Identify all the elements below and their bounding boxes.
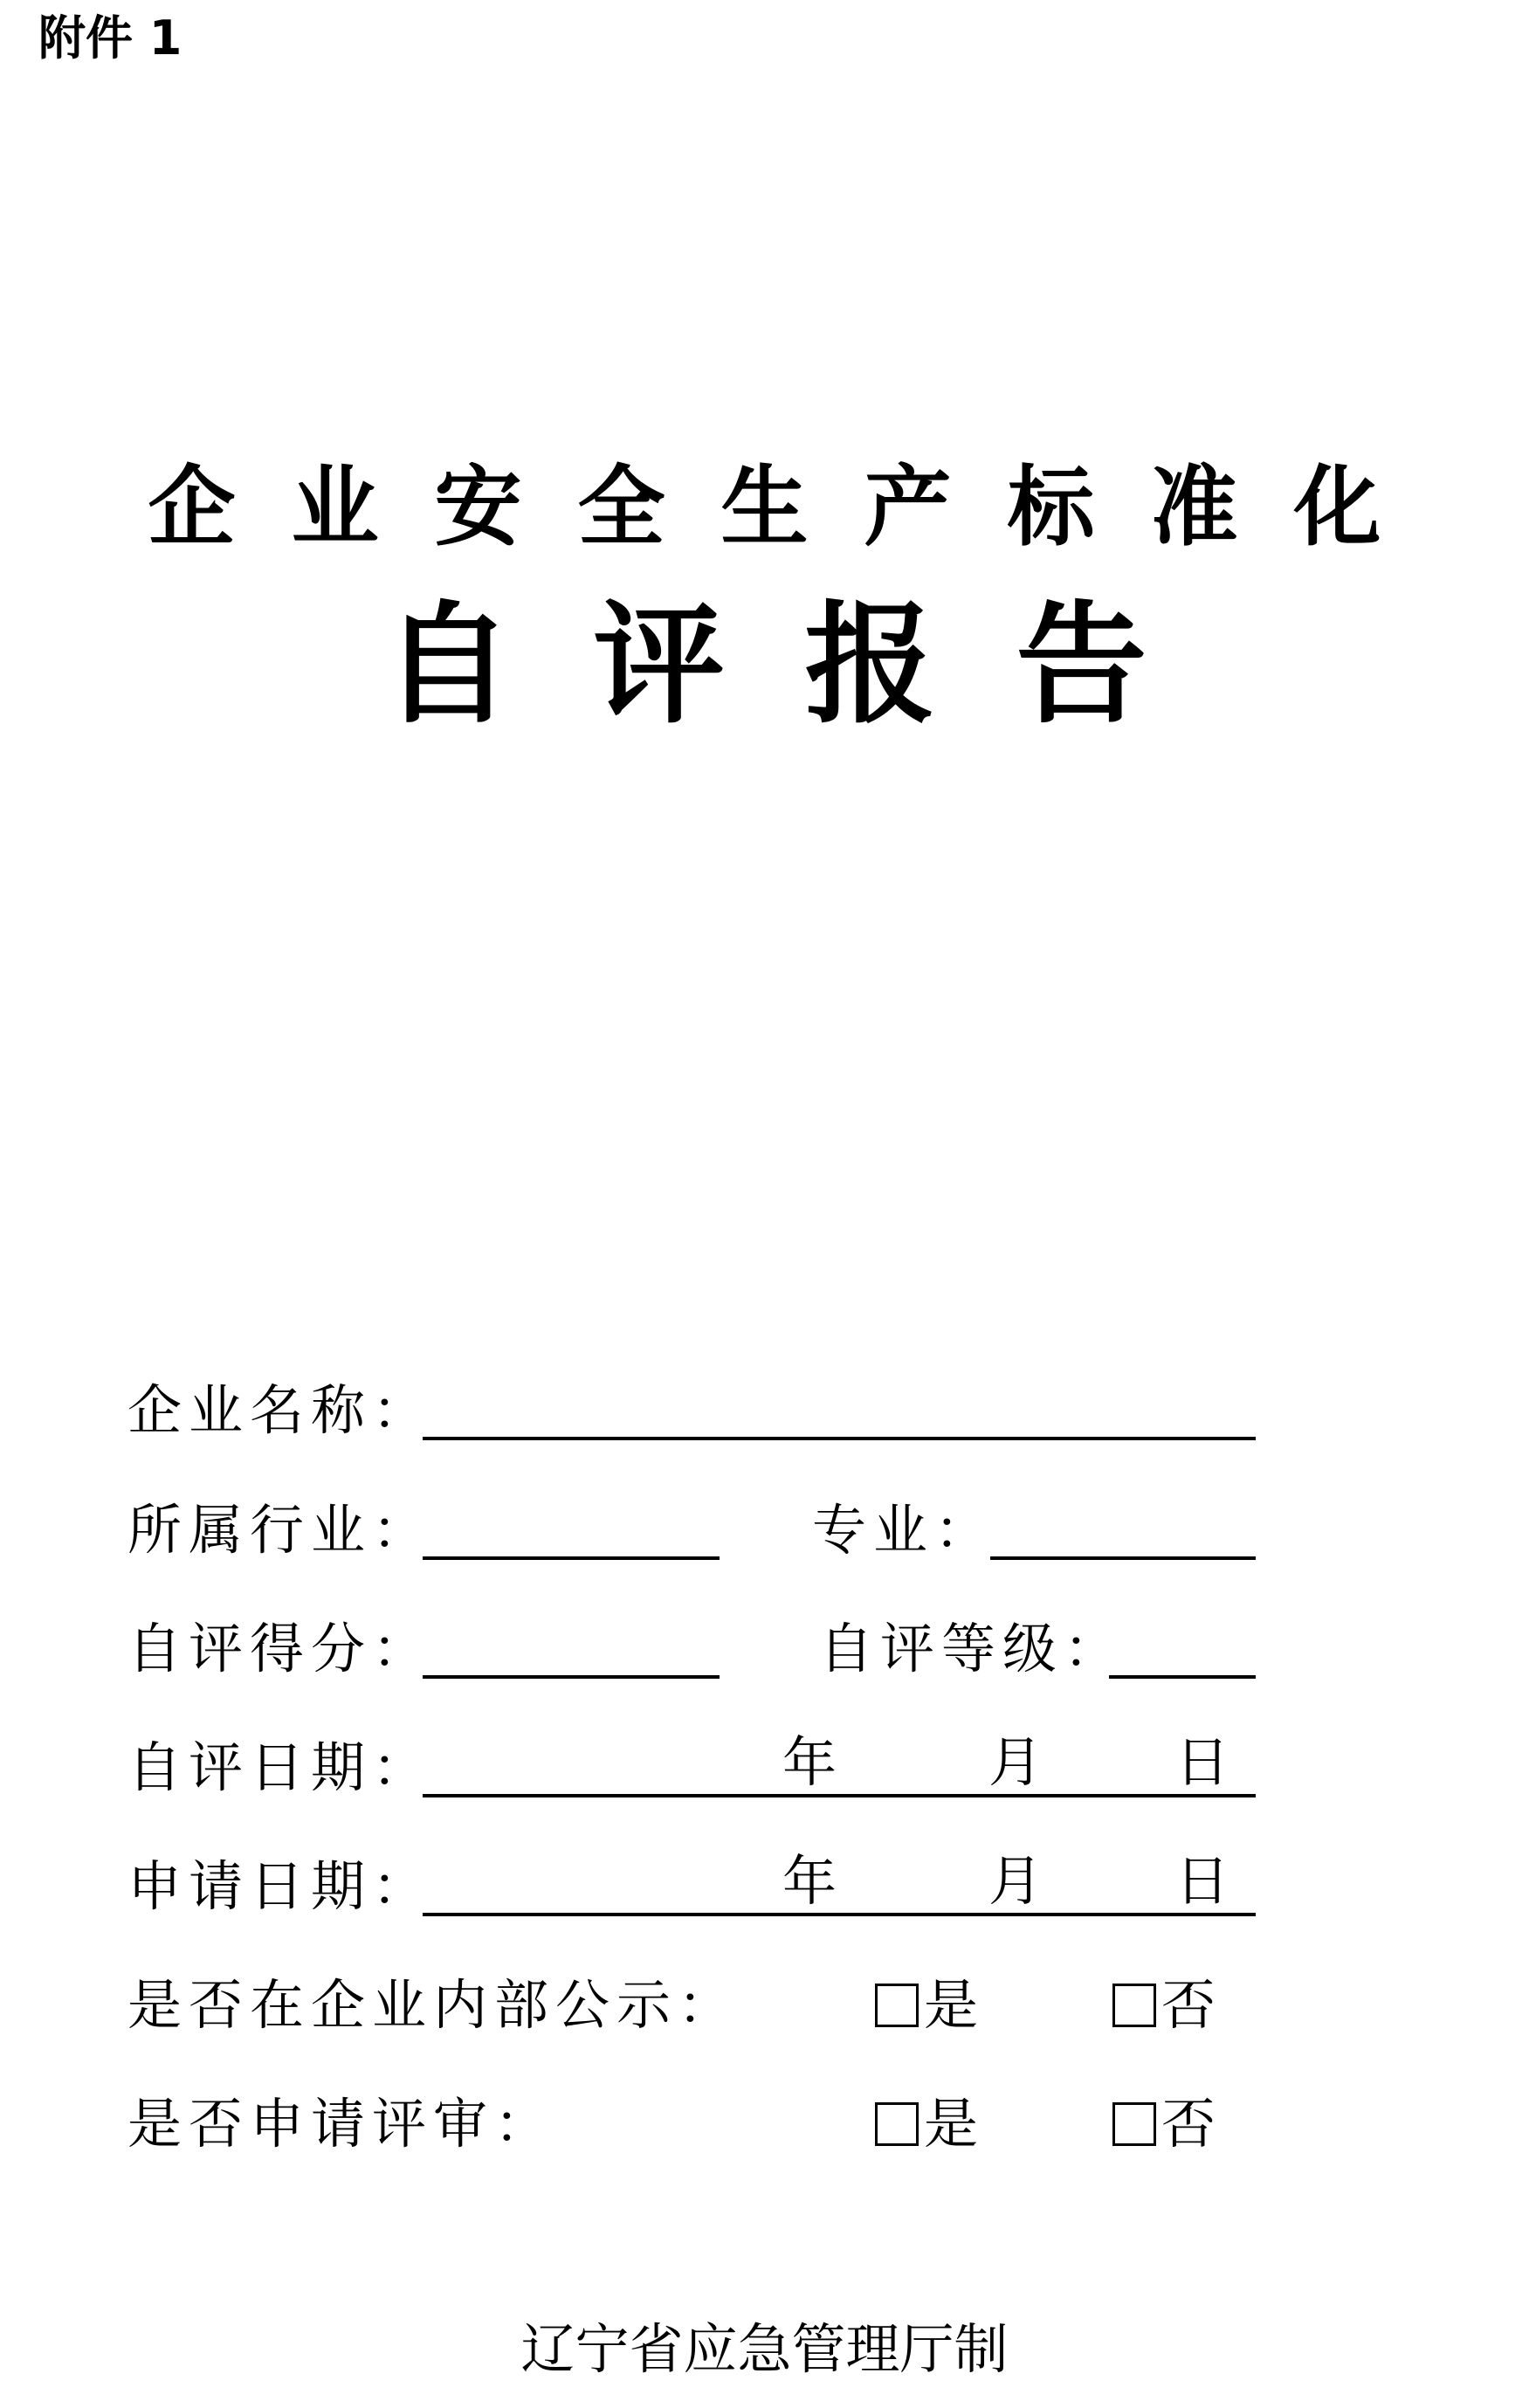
self-eval-date-label: 自评日期： xyxy=(127,1735,434,1799)
specialty-field[interactable] xyxy=(990,1556,1256,1560)
attachment-label: 附件 1 xyxy=(38,10,183,66)
company-name-label: 企业名称： xyxy=(127,1378,434,1442)
page-title: 企业安全生产标准化 xyxy=(148,455,1437,558)
yes-label: 是 xyxy=(924,1973,979,2037)
year-label: 年 xyxy=(782,1730,837,1794)
checkbox-icon[interactable] xyxy=(875,1984,919,2027)
grade-field[interactable] xyxy=(1109,1675,1256,1679)
apply-review-row xyxy=(0,2089,1529,2185)
year-label: 年 xyxy=(782,1849,837,1913)
day-label: 日 xyxy=(1175,1849,1230,1913)
company-name-field[interactable] xyxy=(423,1437,1256,1440)
checkbox-icon[interactable] xyxy=(875,2102,919,2146)
apply-review-yes-option[interactable] xyxy=(875,2089,978,2159)
publicized-yes-option[interactable] xyxy=(875,1970,978,2040)
apply-review-label: 是否申请评审： xyxy=(127,2092,556,2156)
checkbox-icon[interactable] xyxy=(1112,2102,1156,2146)
day-label: 日 xyxy=(1175,1730,1230,1794)
yes-label: 是 xyxy=(924,2092,979,2156)
month-label: 月 xyxy=(988,1849,1043,1913)
apply-date-label: 申请日期： xyxy=(127,1854,434,1918)
apply-date-field[interactable] xyxy=(423,1913,1256,1916)
publicized-row xyxy=(0,1970,1529,2066)
publicized-label: 是否在企业内部公示： xyxy=(127,1973,740,2037)
month-label: 月 xyxy=(988,1730,1043,1794)
checkbox-icon[interactable] xyxy=(1112,1984,1156,2027)
publicized-no-option[interactable] xyxy=(1112,1970,1216,2040)
grade-label: 自评等级： xyxy=(819,1617,1126,1680)
score-field[interactable] xyxy=(423,1675,720,1679)
company-name-row xyxy=(0,1376,1529,1472)
score-row xyxy=(0,1614,1529,1710)
no-label: 否 xyxy=(1161,1973,1216,2037)
industry-field[interactable] xyxy=(423,1556,720,1560)
page-subtitle: 自评报告 xyxy=(382,588,1228,742)
issuer-footer: 辽宁省应急管理厅制 xyxy=(520,2317,1009,2381)
apply-review-no-option[interactable] xyxy=(1112,2089,1216,2159)
self-eval-date-row xyxy=(0,1730,1529,1829)
specialty-label: 专业： xyxy=(812,1498,996,1562)
score-label: 自评得分： xyxy=(127,1617,434,1680)
industry-label: 所属行业： xyxy=(127,1498,434,1562)
apply-date-row xyxy=(0,1849,1529,1948)
industry-row xyxy=(0,1495,1529,1591)
self-eval-date-field[interactable] xyxy=(423,1794,1256,1797)
no-label: 否 xyxy=(1161,2092,1216,2156)
